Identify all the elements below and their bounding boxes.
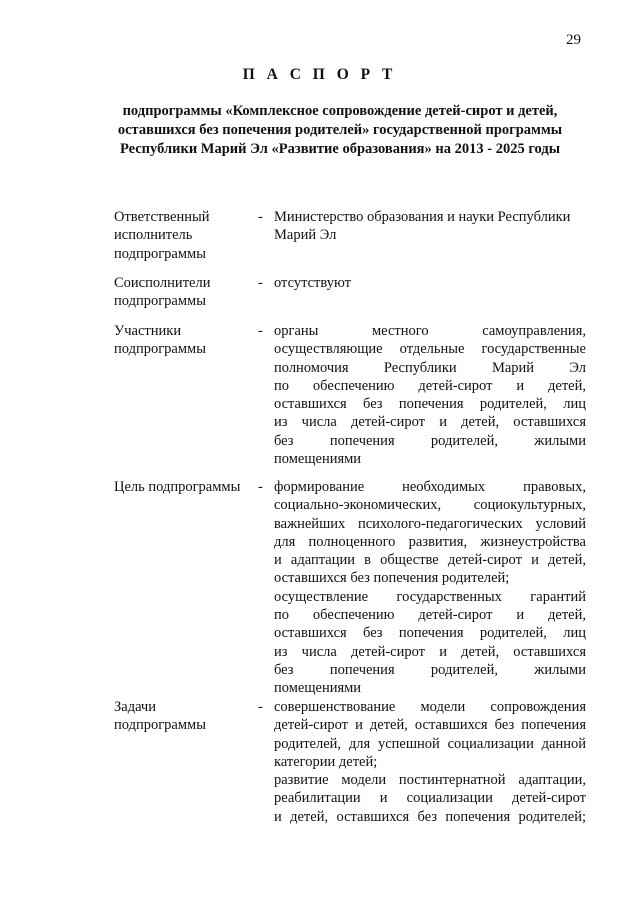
row-dash: - (258, 275, 263, 291)
row-label (114, 274, 252, 311)
row-label-line: подпрограммы (114, 293, 206, 310)
row-content-line: без попечения родителей, жилыми (274, 432, 586, 449)
row-content-line: осуществляющие отдельные государственные (274, 341, 586, 358)
row-content-line: оставшихся без попечения родителей; (274, 570, 510, 587)
row-content (274, 322, 586, 468)
row-label (114, 698, 252, 735)
subtitle-line: Республики Марий Эл «Развитие образования» на 2013 - 2025 годы (119, 141, 561, 157)
row-content-line: оставшихся без попечения родителей, лиц (274, 625, 586, 642)
row-content-line: помещениями (274, 451, 362, 468)
row-dash: - (258, 479, 263, 495)
row-content-line: помещениями (274, 680, 362, 697)
row-content-line: по обеспечению детей-сирот и детей, (274, 607, 586, 624)
row-content-line: без попечения родителей, жилыми (274, 661, 586, 678)
document-title: П А С П О Р Т (242, 66, 397, 83)
row-content-line: оставшихся без попечения родителей, лиц (274, 396, 586, 413)
row-label-line: Участники (114, 323, 182, 339)
row-content-line: важнейших психолого-педагогических условий (274, 515, 586, 532)
row-label-line: Ответственный (114, 209, 210, 225)
row-label-line: Задачи (114, 699, 156, 715)
row-content-line: Марий Эл (274, 227, 337, 244)
page-number: 29 (566, 32, 581, 48)
row-content-line: из числа детей-сирот и детей, оставшихся (274, 643, 586, 660)
row-content-line: для полноценного развития, жизнеустройства (274, 533, 586, 550)
row-label (114, 322, 252, 359)
subtitle-line: подпрограммы «Комплексное сопровождение детей-сирот и детей, (122, 103, 558, 119)
row-content (274, 274, 586, 292)
row-content-line: и детей, оставшихся без попечения родителей; (274, 808, 586, 825)
row-content-line: по обеспечению детей-сирот и детей, (274, 377, 586, 394)
row-content-line: родителей, для успешной социализации данной (274, 735, 586, 752)
row-label-line: исполнитель (114, 227, 193, 244)
row-label-line: подпрограммы (114, 341, 206, 358)
row-label-line: Цель подпрограммы (114, 479, 241, 495)
row-dash: - (258, 209, 263, 225)
row-content-line: из числа детей-сирот и детей, оставшихся (274, 414, 586, 431)
row-content-line: детей-сирот и детей, оставшихся без попечения (274, 717, 586, 734)
row-content (274, 698, 586, 826)
row-content-line: развитие модели постинтернатной адаптации, (274, 772, 586, 789)
row-content-line: категории детей; (274, 753, 378, 770)
row-content-line: совершенствование модели сопровождения (274, 699, 586, 715)
row-content-line: органы местного самоуправления, (274, 323, 586, 339)
row-content-line: осуществление государственных гарантий (274, 588, 586, 605)
row-content-line: отсутствуют (274, 275, 351, 291)
row-content (274, 208, 586, 245)
row-dash: - (258, 323, 263, 339)
row-content-line: реабилитации и социализации детей-сирот (274, 790, 586, 807)
row-label-line: подпрограммы (114, 245, 206, 262)
row-label-line: подпрограммы (114, 717, 206, 734)
row-content-line: и адаптации в обществе детей-сирот и детей, (274, 552, 586, 569)
row-content-line: Министерство образования и науки Республики (274, 209, 571, 225)
row-content-line: формирование необходимых правовых, (274, 479, 586, 495)
row-content-line: социально-экономических, социокультурных, (274, 497, 586, 514)
row-label-line: Соисполнители (114, 275, 211, 291)
row-content (274, 478, 586, 698)
row-label (114, 478, 252, 496)
subtitle-line: оставшихся без попечения родителей» государственной программы (117, 122, 563, 138)
document-subtitle (90, 102, 590, 159)
row-dash: - (258, 699, 263, 715)
row-label (114, 208, 252, 263)
row-content-line: полномочия Республики Марий Эл (274, 359, 586, 376)
